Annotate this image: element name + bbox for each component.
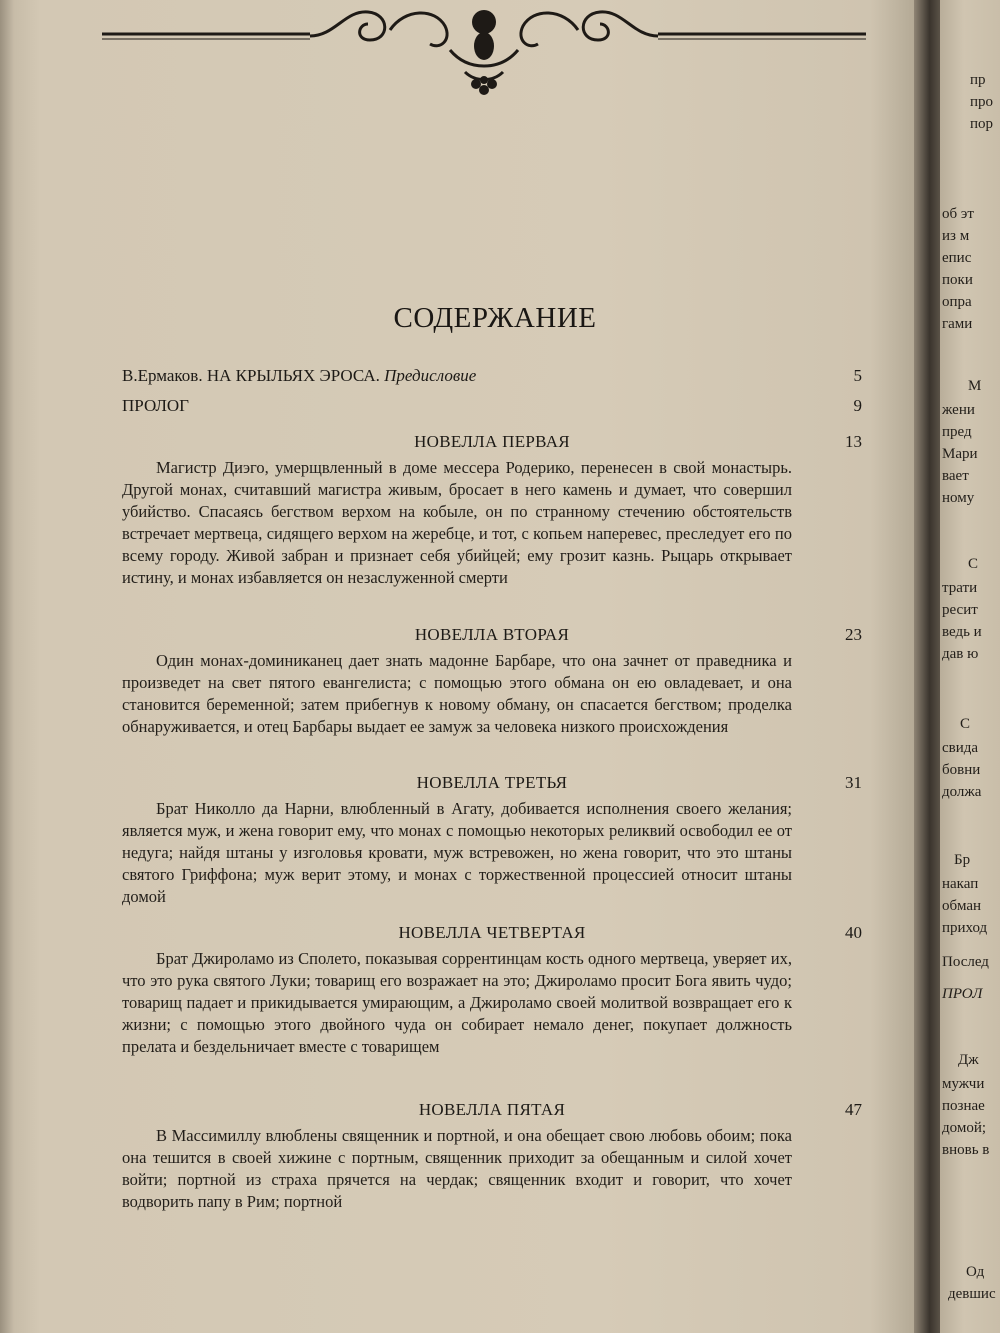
right-page-fragment: вновь в	[942, 1142, 990, 1158]
right-page-fragment: про	[970, 94, 994, 110]
right-page-fragment: свида	[942, 740, 979, 756]
right-page-fragment: накап	[942, 876, 979, 892]
prologue-title: ПРОЛОГ	[122, 396, 190, 415]
right-page-fragment: дав ю	[942, 646, 979, 662]
novella-summary: Магистр Диэго, умерщвленный в доме мессера Родерико, перенесен в свой монастырь. Другой монах, считавший магистра живым, бросает в него камень и думает, что совершил убийство. Спасаясь бегством верхом на кобыле, он по странному стечению обстоятельств встречает мертвеца, сидящего верхом на жеребце, и тот, с копьем наперевес, преследует его по всему городу. Живой забран и признает себя убийцей; ему грозит казнь. Рыцарь открывает истину, и монах избавляется он незаслуженной смерти	[122, 458, 792, 587]
right-page-fragment: Мари	[942, 446, 978, 462]
novella-title: НОВЕЛЛА ТРЕТЬЯ	[416, 773, 568, 792]
right-page	[940, 0, 1000, 1333]
toc-entry-prologue	[122, 396, 862, 416]
right-page-fragment: С	[960, 716, 971, 732]
novella-summary: Брат Николло да Нарни, влюбленный в Агату, добивается исполнения своего желания; является муж, и жена говорит ему, что монах с помощью некоторых реликвий освободил ее от недуга; найдя штаны у изголовья кровати, муж встревожен, но жена говорит, что это штаны святого Гриффона; муж верит этому, и монах с торжественной процессией относит штаны домой	[122, 799, 792, 906]
toc-entry-preface	[122, 366, 862, 386]
right-page-fragment: С	[968, 556, 979, 572]
right-page-fragment: М	[968, 378, 982, 394]
novella-title: НОВЕЛЛА ВТОРАЯ	[414, 625, 570, 644]
right-page-fragment: Бр	[954, 852, 971, 868]
right-page-fragment: гами	[942, 316, 973, 332]
right-page-fragment: пор	[970, 116, 994, 132]
right-page-fragment: пр	[970, 72, 986, 88]
right-page-fragment: девшис	[948, 1286, 996, 1302]
right-page-fragment: жени	[942, 402, 975, 418]
right-page-fragment: Дж	[958, 1052, 979, 1068]
novella-summary: Один монах-доминиканец дает знать мадонне Барбаре, что она зачнет от праведника и произведет на свет пятого евангелиста; с помощью этого обмана он ею овладевает, и она становится беременной; затем прибегнув к новому обману, он спасается бегством; проделка обнаруживается, и отец Барбары выдает ее замуж за человека низкого происхождения	[122, 651, 792, 736]
right-page-fragment: опра	[942, 294, 972, 310]
right-page-fragment: должа	[942, 784, 982, 800]
right-page-fragment: епис	[942, 250, 972, 266]
novella-summary: В Массимиллу влюблены священник и портной, и она обещает свою любовь обоим; пока она тешится в своей хижине с портным, священник приходит за обещанным и силой хочет войти; портной из страха прячется на чердак; священник входит и говорит, что хочет водворить папу в Рим; портной	[122, 1126, 792, 1211]
page-number: 9	[853, 396, 862, 415]
right-page-fragment: Од	[966, 1264, 985, 1280]
right-page-fragment: ному	[942, 490, 975, 506]
right-page-fragment: поки	[942, 272, 973, 288]
novella-title: НОВЕЛЛА ПЕРВАЯ	[414, 432, 570, 451]
right-page-fragment: приход	[942, 920, 988, 936]
novella-summary: Брат Джироламо из Сполето, показывая соррентинцам кость одного мертвеца, уверяет их, что это рука святого Луки; товарищ его возражает на это; Джироламо просит Бога явить чудо; товарищ падает и прикидывается умирающим, а Джироламо своей молитвой возвращает его к жизни; с помощью этого двойного чуда он собирает немало денег, покупает должность прелата и бездельничает вместе с товарищем	[122, 949, 792, 1056]
right-page-fragment: из м	[942, 228, 970, 244]
preface-subtitle: Предисловие	[384, 366, 477, 385]
page-number: 5	[853, 366, 862, 385]
book-gutter	[914, 0, 940, 1333]
page-number: 47	[845, 1100, 862, 1119]
right-page-fragment: пред	[942, 424, 972, 440]
right-page-fragment: вает	[942, 468, 969, 484]
ornament-header	[100, 0, 868, 100]
right-page-fragment: об эт	[942, 206, 974, 222]
right-page-fragment: познае	[942, 1098, 985, 1114]
page-number: 13	[845, 432, 862, 451]
right-page-fragment: ПРОЛ	[942, 986, 983, 1002]
preface-title: НА КРЫЛЬЯХ ЭРОСА.	[206, 366, 380, 385]
novella-title: НОВЕЛЛА ЧЕТВЕРТАЯ	[398, 923, 586, 942]
page-number: 23	[845, 625, 862, 644]
page-title: СОДЕРЖАНИЕ	[393, 302, 597, 334]
page-number: 40	[845, 923, 862, 942]
right-page-fragment: домой;	[942, 1120, 987, 1136]
right-page-fragment: трати	[942, 580, 978, 596]
preface-author: В.Ермаков.	[122, 366, 203, 385]
right-page-fragment: Послед	[942, 954, 989, 970]
right-page-fragment: бовни	[942, 762, 981, 778]
right-page-fragment: ведь и	[942, 624, 982, 640]
page-number: 31	[845, 773, 862, 792]
novella-title: НОВЕЛЛА ПЯТАЯ	[418, 1100, 566, 1119]
right-page-fragment: мужчи	[942, 1076, 985, 1092]
right-page-fragment: обман	[942, 898, 982, 914]
right-page-fragment: ресит	[942, 602, 978, 618]
